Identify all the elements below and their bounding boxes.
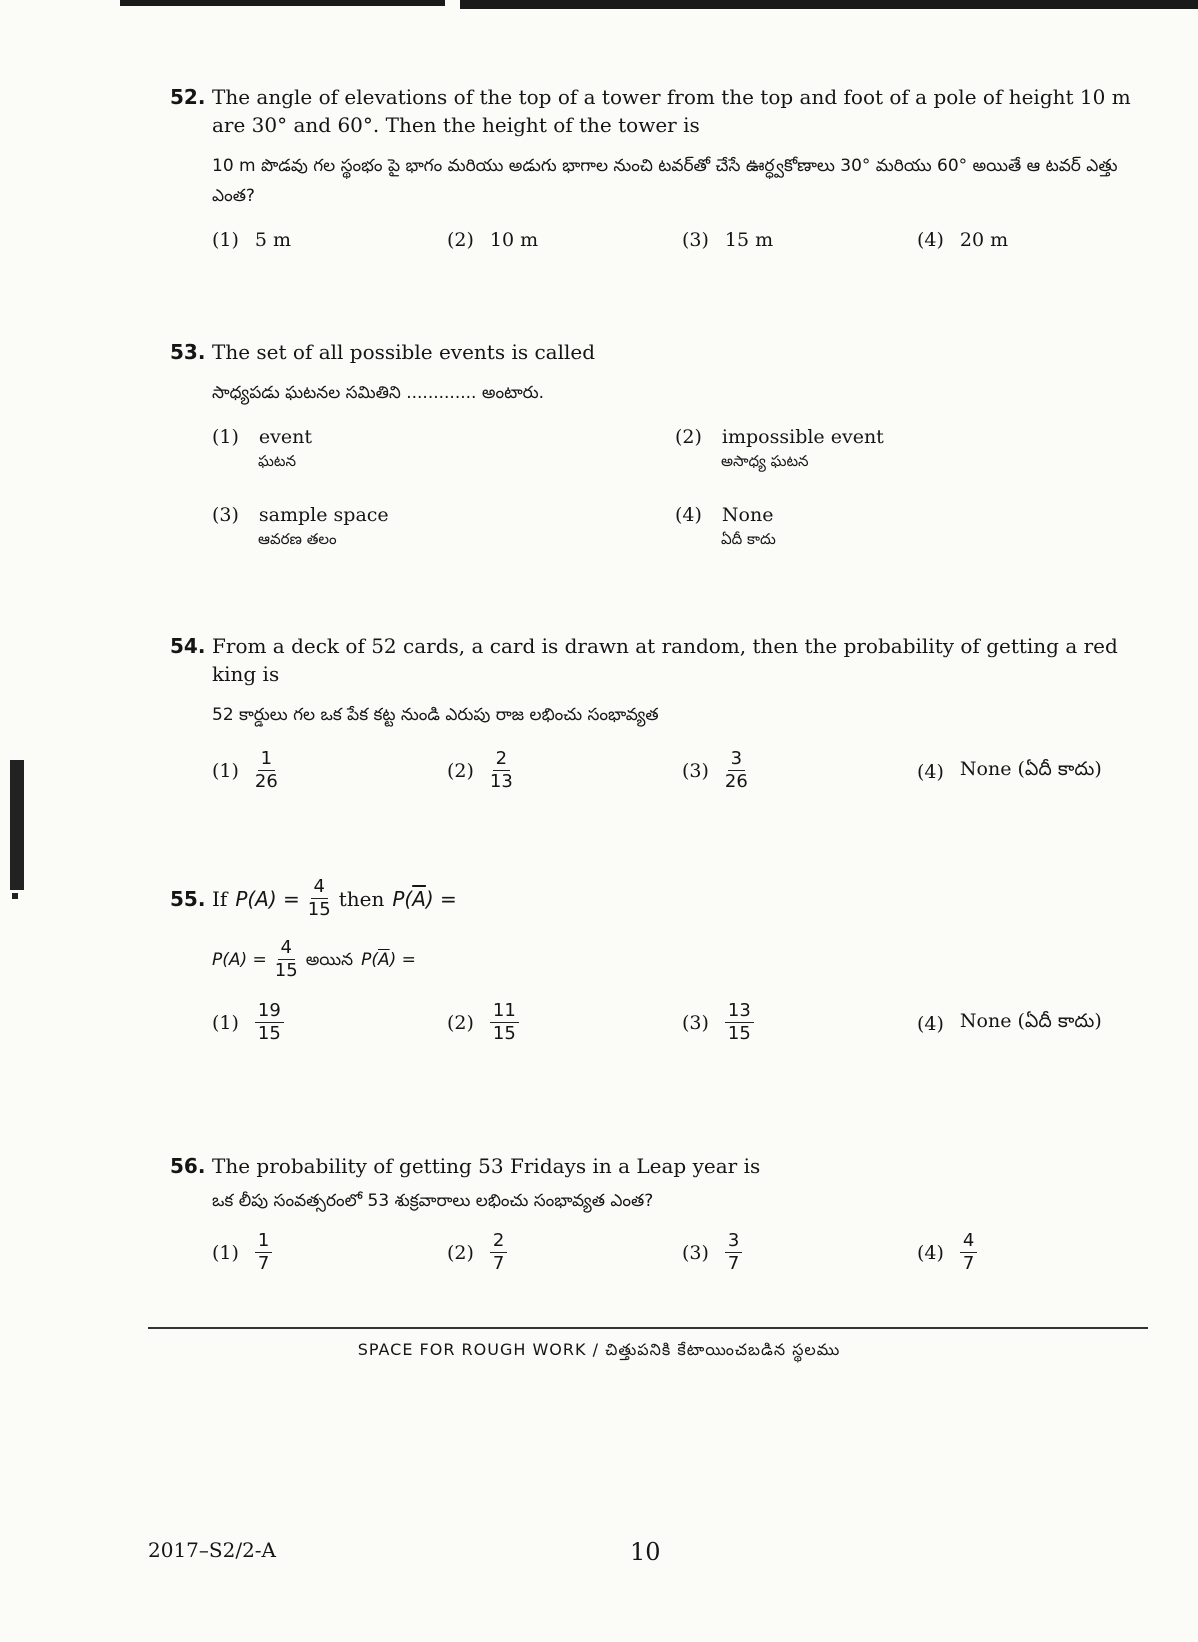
option-label: (3) (682, 759, 709, 782)
options (170, 229, 1155, 269)
numerator: 19 (255, 1000, 284, 1023)
option-4[interactable] (917, 758, 1102, 785)
option-value: None (721, 504, 774, 526)
option-2[interactable] (447, 1230, 507, 1275)
option-label: (1) (212, 1011, 239, 1034)
option-label: (4) (675, 504, 702, 526)
fraction (308, 876, 331, 921)
option-value-telugu: ఆవరణ తలం (258, 530, 337, 548)
option-2[interactable] (675, 426, 884, 474)
option-value: 10 m (489, 229, 539, 251)
question-text-telugu (212, 937, 1155, 982)
probability-expression: P(A) = (235, 886, 300, 911)
option-label: (2) (675, 426, 702, 448)
option-label: (1) (212, 229, 239, 251)
denominator: 15 (307, 899, 331, 920)
option-label: (3) (682, 229, 709, 251)
denominator: 26 (254, 771, 278, 792)
fraction (255, 1000, 284, 1045)
option-label: (4) (917, 229, 944, 251)
option-3[interactable] (682, 229, 773, 251)
option-3[interactable] (212, 504, 389, 552)
option-1[interactable] (212, 1000, 284, 1045)
paper-code: 2017–S2/2-A (148, 1538, 276, 1562)
option-3[interactable] (682, 748, 748, 793)
numerator: 4 (278, 937, 295, 960)
option-2[interactable] (447, 1000, 519, 1045)
question-56 (170, 1152, 1155, 1286)
question-text-telugu: 10 m పొడవు గల స్థంభం పై భాగం మరియు అడుగు భాగాల నుంచి టవర్‌తో చేసే ఊర్ధ్వకోణాలు 30° మరియు 60° అయితే ఆ టవర్ ఎత్తు ఎంత? (212, 156, 1118, 206)
numerator: 2 (493, 748, 510, 771)
denominator: 15 (727, 1023, 751, 1044)
option-value-telugu: ఘటన (258, 452, 296, 470)
question-54 (170, 632, 1155, 808)
option-label: (2) (447, 1241, 474, 1264)
question-number: 55. (170, 886, 206, 911)
numerator: 1 (258, 748, 275, 771)
question-text-telugu: ఒక లీపు సంవత్సరంలో 53 శుక్రవారాలు లభించు సంభావ్యత ఎంత? (212, 1191, 654, 1211)
option-label: (2) (447, 759, 474, 782)
options (170, 426, 1155, 576)
option-label: (4) (917, 1012, 944, 1035)
options (170, 1000, 1155, 1060)
denominator: 15 (492, 1023, 516, 1044)
option-3[interactable] (682, 1000, 754, 1045)
denominator: 26 (724, 771, 748, 792)
denominator: 7 (727, 1253, 740, 1274)
numerator: 11 (490, 1000, 519, 1023)
options (170, 1230, 1155, 1286)
option-2[interactable] (447, 229, 538, 251)
scan-margin-mark (10, 760, 24, 890)
option-label: (3) (682, 1011, 709, 1034)
option-label: (1) (212, 1241, 239, 1264)
option-value-telugu: ఏదీ కాదు (721, 530, 776, 548)
numerator: 2 (490, 1230, 507, 1253)
option-value: 20 m (959, 229, 1009, 251)
option-4[interactable] (675, 504, 776, 552)
question-55 (170, 876, 1155, 1060)
denominator: 13 (489, 771, 513, 792)
question-text: From a deck of 52 cards, a card is drawn at random, then the probability of getting a red king is (212, 634, 1118, 686)
option-label: (3) (212, 504, 239, 526)
option-label: (1) (212, 426, 239, 448)
question-52 (170, 83, 1155, 269)
rough-work-label: SPACE FOR ROUGH WORK / చిత్తుపనికి కేటాయించబడిన స్థలము (357, 1340, 841, 1359)
option-4[interactable] (917, 1230, 977, 1275)
denominator: 7 (257, 1253, 270, 1274)
option-2[interactable] (447, 748, 513, 793)
option-value: None (ఏదీ కాదు) (959, 1010, 1102, 1032)
option-4[interactable] (917, 1010, 1102, 1037)
option-label: (1) (212, 759, 239, 782)
option-4[interactable] (917, 229, 1008, 251)
option-label: (2) (447, 1011, 474, 1034)
option-3[interactable] (682, 1230, 742, 1275)
question-text: The probability of getting 53 Fridays in a Leap year is (212, 1154, 761, 1178)
top-border-left (120, 0, 445, 6)
option-value: sample space (258, 504, 389, 526)
fraction (255, 1230, 272, 1275)
numerator: 3 (725, 1230, 742, 1253)
option-label: (4) (917, 760, 944, 783)
denominator: 15 (274, 960, 298, 981)
numerator: 13 (725, 1000, 754, 1023)
denominator: 7 (962, 1253, 975, 1274)
telugu-word: అయిన (305, 949, 354, 970)
option-value: None (ఏదీ కాదు) (959, 758, 1102, 780)
question-number: 53. (170, 340, 206, 364)
page-number: 10 (630, 1538, 661, 1566)
question-number: 54. (170, 634, 206, 658)
fraction (725, 1230, 742, 1275)
fraction (255, 748, 278, 793)
option-label: (4) (917, 1241, 944, 1264)
option-label: (2) (447, 229, 474, 251)
question-number: 56. (170, 1154, 206, 1178)
question-text (212, 876, 457, 921)
fraction (490, 1230, 507, 1275)
option-label: (3) (682, 1241, 709, 1264)
complement-expression: $P(\overline{A})$ = (392, 886, 457, 911)
question-number: 52. (170, 85, 206, 109)
numerator: 4 (960, 1230, 977, 1253)
option-1[interactable] (212, 229, 291, 251)
question-text: The angle of elevations of the top of a tower from the top and foot of a pole of height 10 m are 30° and 60°. Then the height of the tower is (212, 85, 1131, 137)
probability-expression: P(A) = (212, 949, 267, 970)
question-text-telugu: 52 కార్డులు గల ఒక పేక కట్ట నుండి ఎరుపు రాజ లభించు సంభావ్యత (212, 705, 659, 725)
option-value: impossible event (721, 426, 884, 448)
then-word: then (338, 886, 385, 911)
if-word: If (212, 886, 228, 911)
denominator: 15 (257, 1023, 281, 1044)
fraction (960, 1230, 977, 1275)
top-border-right (460, 0, 1198, 9)
a-bar: $\overline{A}$ (378, 949, 390, 970)
options (170, 748, 1155, 808)
complement-expression: $P(\overline{A})$ = (361, 949, 416, 970)
scan-margin-dot (12, 893, 18, 899)
option-1[interactable] (212, 1230, 272, 1275)
option-value: 15 m (724, 229, 774, 251)
fraction (725, 748, 748, 793)
numerator: 4 (311, 876, 328, 899)
option-value: 5 m (254, 229, 292, 251)
option-1[interactable] (212, 426, 312, 474)
fraction (490, 1000, 519, 1045)
numerator: 1 (255, 1230, 272, 1253)
option-value-telugu: అసాధ్య ఘటన (721, 452, 809, 470)
denominator: 7 (492, 1253, 505, 1274)
a-bar: $\overline{A}$ (412, 886, 426, 911)
fraction (490, 748, 513, 793)
option-1[interactable] (212, 748, 278, 793)
numerator: 3 (728, 748, 745, 771)
fraction (275, 937, 298, 982)
option-value: event (258, 426, 313, 448)
rough-work-divider (148, 1327, 1148, 1329)
question-text-telugu: సాధ్యపడు ఘటనల సమితిని ............. అంటారు. (212, 383, 545, 403)
question-53 (170, 338, 1155, 576)
fraction (725, 1000, 754, 1045)
question-text: The set of all possible events is called (212, 340, 596, 364)
